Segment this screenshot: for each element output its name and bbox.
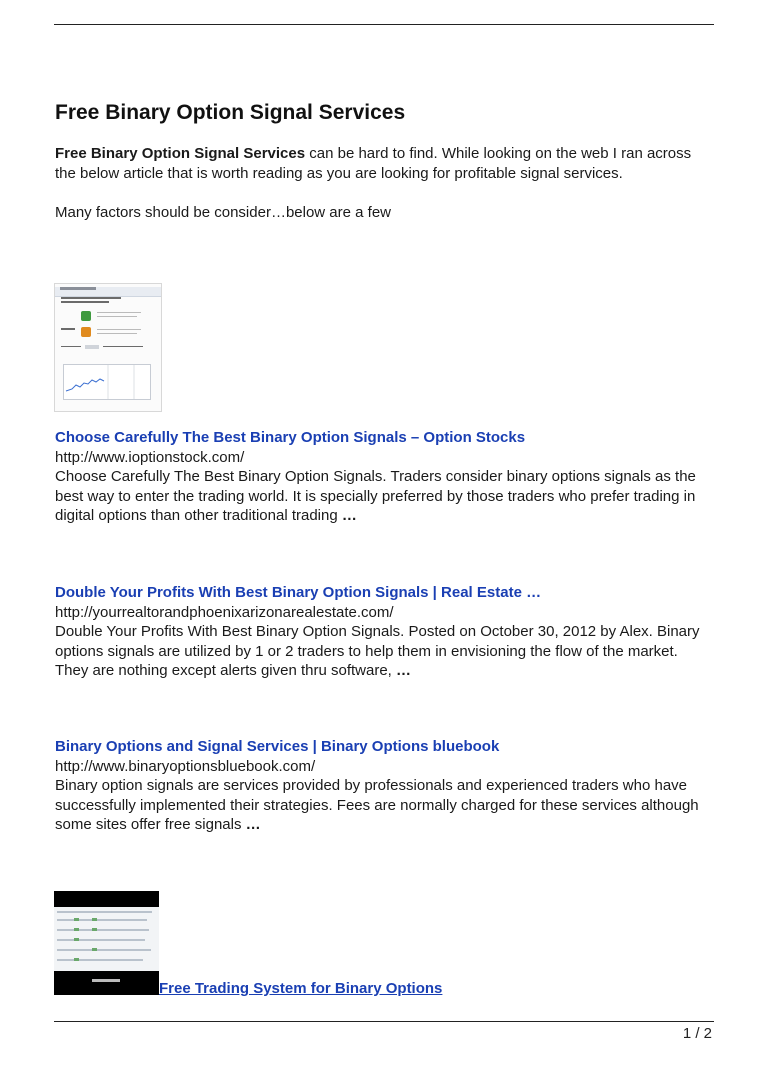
header-rule — [54, 24, 714, 25]
entry-url: http://www.ioptionstock.com/ — [55, 448, 245, 466]
intro-text: can be hard to find. While looking on the web I ran across the below article that is worth reading as you are looking for profitable signal services. — [55, 145, 692, 182]
entry-description — [55, 622, 715, 681]
article-entry — [55, 583, 715, 681]
entry-ellipsis: … — [245, 816, 261, 833]
article-entry — [55, 737, 715, 835]
entry-title-link[interactable]: Choose Carefully The Best Binary Option Signals – Option Stocks — [55, 429, 526, 446]
page-title: Free Binary Option Signal Services — [55, 101, 406, 124]
entry-description — [55, 467, 715, 526]
footer-rule — [54, 1021, 714, 1022]
entry-ellipsis: … — [341, 507, 357, 524]
trading-system-thumbnail — [54, 891, 159, 995]
factors-paragraph: Many factors should be consider…below are a few — [55, 204, 392, 221]
entry-description — [55, 776, 715, 835]
trading-system-link[interactable]: Free Trading System for Binary Options — [159, 980, 443, 997]
price-chart-thumbnail — [63, 364, 151, 400]
entry-url: http://yourrealtorandphoenixarizonarealestate.com/ — [55, 603, 394, 621]
page-number: 1 / 2 — [682, 1025, 712, 1042]
signal-widget-thumbnail — [54, 283, 162, 412]
entry-ellipsis: … — [396, 662, 412, 679]
intro-paragraph — [55, 144, 715, 183]
entry-description-text: Binary option signals are services provided by professionals and experienced traders who have successfully implemented their strategies. Fees are normally charged for these services although some sites offer free signals — [55, 777, 699, 833]
entry-title-link[interactable]: Binary Options and Signal Services | Binary Options bluebook — [55, 738, 500, 755]
entry-description-text: Choose Carefully The Best Binary Option Signals. Traders consider binary options signals as the best way to enter the trading world. It is specially preferred by those traders who prefer trading in digital options than other traditional trading — [55, 468, 696, 524]
entry-url: http://www.binaryoptionsbluebook.com/ — [55, 757, 316, 775]
entry-description-text: Double Your Profits With Best Binary Option Signals. Posted on October 30, 2012 by Alex. Binary options signals are utilized by 1 or 2 traders to help them in envisioning the flow of the market. They are nothing except alerts given thru software, — [55, 623, 700, 679]
article-entry — [55, 428, 715, 526]
intro-bold: Free Binary Option Signal Services — [55, 145, 306, 162]
article-intro — [55, 98, 715, 223]
entry-title-link[interactable]: Double Your Profits With Best Binary Option Signals | Real Estate … — [55, 584, 542, 601]
